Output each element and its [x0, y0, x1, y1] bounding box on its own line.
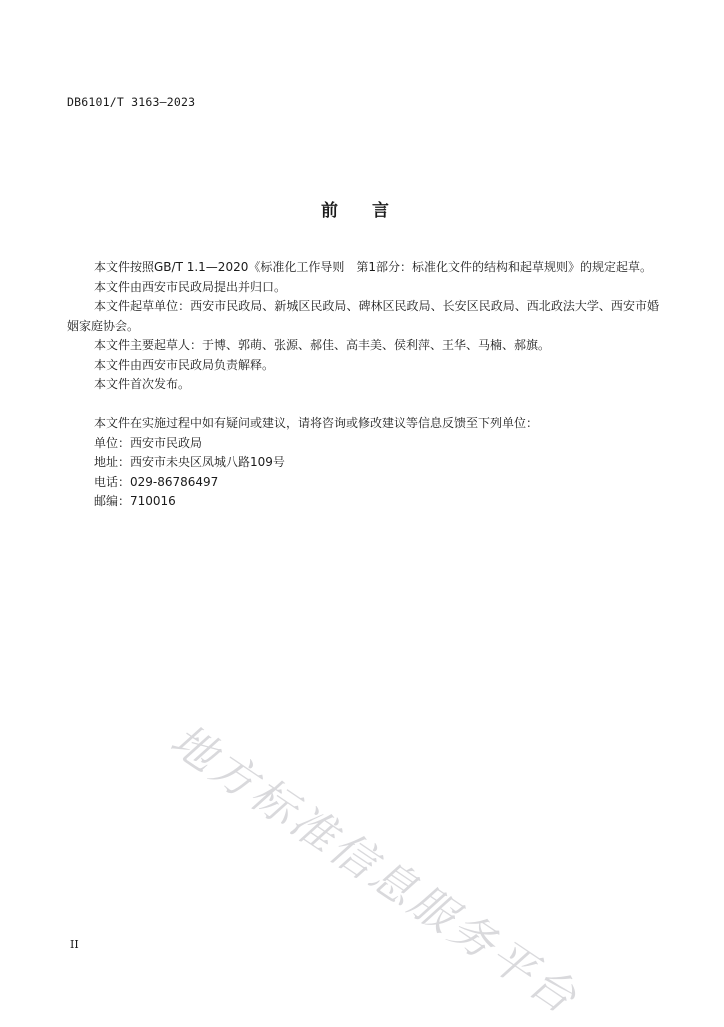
paragraph-interpretation: 本文件由西安市民政局负责解释。: [94, 357, 275, 372]
paragraph-drafting-rules: 本文件按照GB/T 1.1—2020《标准化工作导则 第1部分：标准化文件的结构和起草规则》的规定起草。: [94, 260, 652, 274]
feedback-postcode: 邮编：710016: [94, 494, 176, 508]
feedback-intro: 本文件在实施过程中如有疑问或建议，请将咨询或修改建议等信息反馈至下列单位：: [94, 416, 539, 430]
watermark: 地方标准信息服务平台: [161, 714, 588, 1026]
paragraph-drafters: 本文件主要起草人：于博、郭萌、张源、郝佳、高丰美、侯利萍、王华、马楠、郝旗。: [94, 338, 551, 352]
foreword-body: [67, 258, 659, 512]
feedback-address: 地址：西安市未央区凤城八路109号: [94, 455, 285, 469]
spacer: [67, 395, 659, 415]
feedback-unit: 单位：西安市民政局: [94, 435, 203, 450]
feedback-phone: 电话：029-86786497: [94, 474, 219, 489]
page-number: II: [70, 938, 79, 951]
page-title: 前 言: [321, 201, 403, 221]
paragraph-proposer: 本文件由西安市民政局提出并归口。: [94, 279, 287, 294]
paragraph-first-release: 本文件首次发布。: [94, 377, 191, 391]
paragraph-drafting-units: 本文件起草单位：西安市民政局、新城区民政局、碑林区民政局、长安区民政局、西北政法大学、西安市婚姻家庭协会。: [67, 299, 659, 333]
document-code: DB6101/T 3163—2023: [67, 95, 196, 109]
